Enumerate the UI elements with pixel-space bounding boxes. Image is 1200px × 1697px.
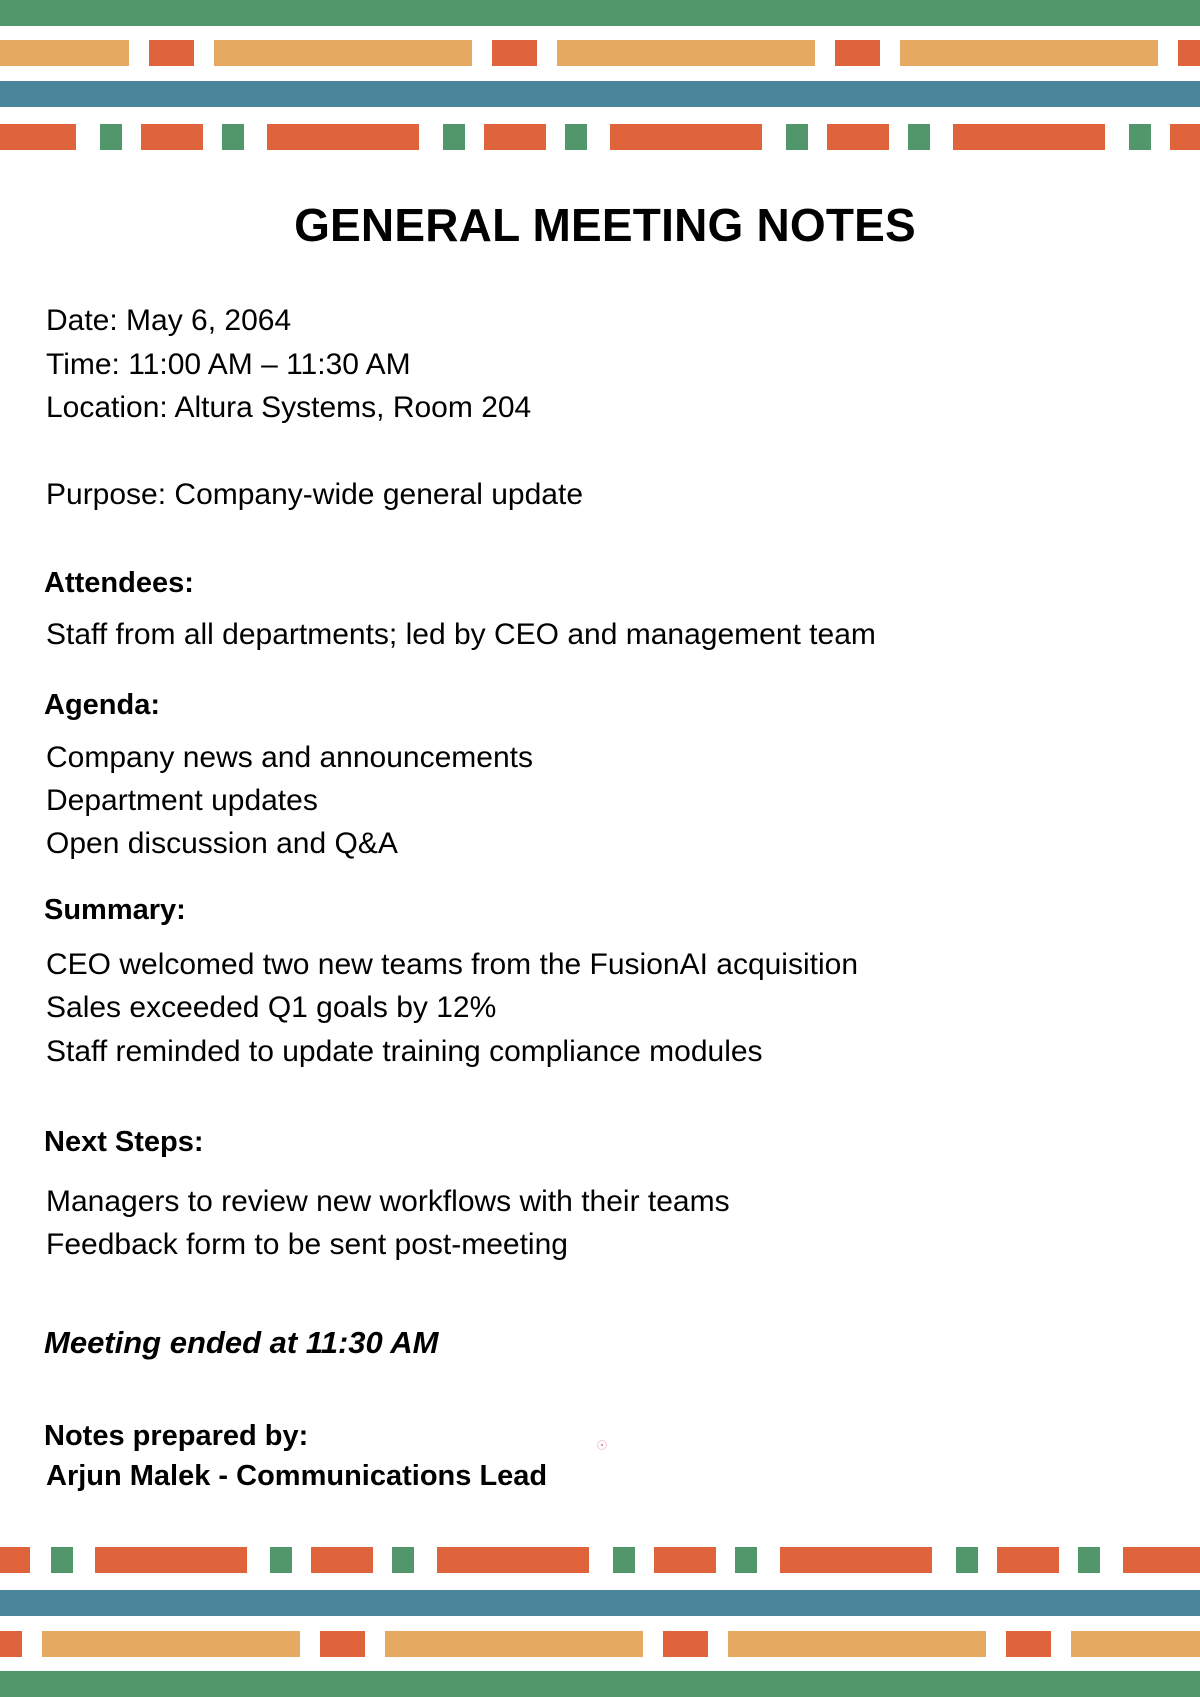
prepared-by-label: Notes prepared by: <box>44 1420 309 1452</box>
meeting-location: Location: Altura Systems, Room 204 <box>46 391 532 424</box>
bottom-orange-green-dash-row <box>0 1547 1200 1573</box>
attendees-heading: Attendees: <box>44 567 194 599</box>
agenda-heading: Agenda: <box>44 689 160 721</box>
top-blue-stripe <box>0 81 1200 107</box>
next-steps-heading: Next Steps: <box>44 1126 204 1158</box>
summary-item: Staff reminded to update training compliance modules <box>46 1035 763 1068</box>
summary-heading: Summary: <box>44 894 186 926</box>
agenda-item: Open discussion and Q&A <box>46 827 398 860</box>
small-circle-icon <box>597 1440 607 1450</box>
top-orange-green-dash-row <box>0 124 1200 150</box>
preparer-name: Arjun Malek - Communications Lead <box>46 1460 548 1492</box>
next-step-item: Managers to review new workflows with their teams <box>46 1185 730 1218</box>
top-green-stripe <box>0 0 1200 26</box>
next-step-item: Feedback form to be sent post-meeting <box>46 1228 568 1261</box>
summary-item: Sales exceeded Q1 goals by 12% <box>46 991 497 1024</box>
summary-item: CEO welcomed two new teams from the FusionAI acquisition <box>46 948 859 981</box>
agenda-item: Company news and announcements <box>46 741 533 774</box>
bottom-green-stripe <box>0 1671 1200 1697</box>
top-yellow-orange-dash-row <box>0 40 1200 66</box>
bottom-yellow-orange-dash-row <box>0 1631 1200 1657</box>
meeting-ended-note: Meeting ended at 11:30 AM <box>44 1325 439 1360</box>
document-title: GENERAL MEETING NOTES <box>294 199 916 251</box>
meeting-purpose: Purpose: Company-wide general update <box>46 478 583 511</box>
bottom-blue-stripe <box>0 1590 1200 1616</box>
bottom-decorative-border <box>0 1545 1200 1697</box>
meeting-time: Time: 11:00 AM – 11:30 AM <box>46 348 411 381</box>
agenda-item: Department updates <box>46 784 318 817</box>
attendees-text: Staff from all departments; led by CEO and management team <box>46 618 876 651</box>
top-decorative-border <box>0 0 1200 152</box>
meeting-date: Date: May 6, 2064 <box>46 304 292 337</box>
